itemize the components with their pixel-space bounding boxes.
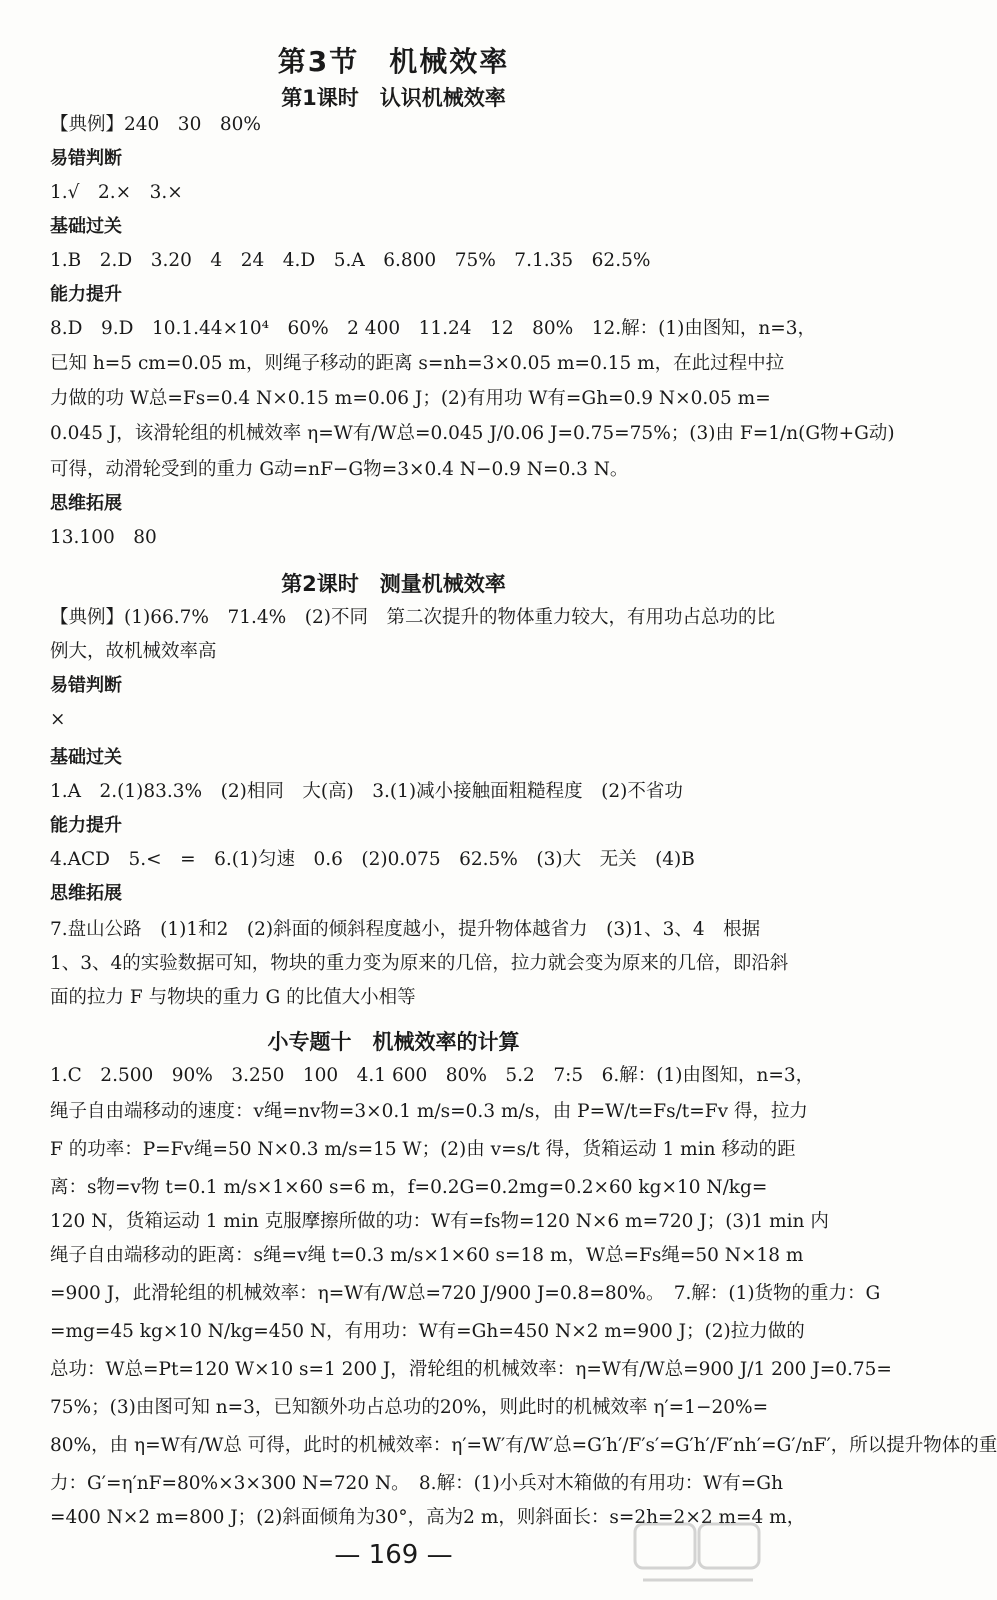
lesson1-title: 第1课时 认识机械效率	[281, 86, 506, 110]
lesson1-example: 【典例】240 30 80%	[50, 114, 261, 135]
lesson1-easy-label: 易错判断	[50, 148, 122, 169]
topic10-line: 总功：W总=Pt=120 W×10 s=1 200 J，滑轮组的机械效率：η=W有/W总=900 J/1 200 J=0.75=	[50, 1359, 892, 1380]
lesson2-ability: 4.ACD 5.< = 6.(1)匀速 0.6 (2)0.075 62.5% (3)大 无关 (4)B	[50, 849, 695, 870]
topic10-line: 120 N，货箱运动 1 min 克服摩擦所做的功：W有=fs物=120 N×6 m=720 J；(3)1 min 内	[50, 1211, 829, 1232]
lesson1-ability-label: 能力提升	[50, 284, 122, 305]
lesson2-think-label: 思维拓展	[50, 883, 122, 904]
topic10-line: =mg=45 kg×10 N/kg=450 N，有用功：W有=Gh=450 N×2 m=900 J；(2)拉力做的	[50, 1321, 805, 1342]
topic10-line: 1.C 2.500 90% 3.250 100 4.1 600 80% 5.2 7:5 6.解：(1)由图知，n=3，	[50, 1065, 815, 1086]
lesson1-think-label: 思维拓展	[50, 493, 122, 514]
lesson2-basic: 1.A 2.(1)83.3% (2)相同 大(高) 3.(1)减小接触面粗糙程度 (2)不省功	[50, 781, 683, 802]
topic10-line: F 的功率：P=Fv绳=50 N×0.3 m/s=15 W；(2)由 v=s/t 得，货箱运动 1 min 移动的距	[50, 1139, 796, 1160]
lesson2-example-line: 例大，故机械效率高	[50, 641, 217, 662]
lesson2-example-line: 【典例】(1)66.7% 71.4% (2)不同 第二次提升的物体重力较大，有用功占总功的比	[50, 607, 775, 628]
lesson2-title: 第2课时 测量机械效率	[281, 572, 506, 596]
page-number: — 169 —	[334, 1540, 453, 1570]
lesson2-think-line: 1、3、4的实验数据可知，物块的重力变为原来的几倍，拉力就会变为原来的几倍，即沿斜	[50, 953, 789, 974]
topic10-line: 80%，由 η=W有/W总 可得，此时的机械效率：η′=W′有/W′总=G′h′/F′s′=G′h′/F′nh′=G′/nF′，所以提升物体的重	[50, 1435, 997, 1456]
lesson2-think-line: 面的拉力 F 与物块的重力 G 的比值大小相等	[50, 987, 416, 1008]
lesson1-ability-line: 8.D 9.D 10.1.44×10⁴ 60% 2 400 11.24 12 80% 12.解：(1)由图知，n=3，	[50, 318, 817, 339]
lesson2-easy-label: 易错判断	[50, 675, 122, 696]
topic10-line: =400 N×2 m=800 J；(2)斜面倾角为30°，高为2 m，则斜面长：s=2h=2×2 m=4 m，	[50, 1507, 806, 1528]
topic10-line: 力：G′=η′nF=80%×3×300 N=720 N。 8.解：(1)小兵对木箱做的有用功：W有=Gh	[50, 1473, 783, 1494]
lesson1-ability-line: 0.045 J，该滑轮组的机械效率 η=W有/W总=0.045 J/0.06 J=0.75=75%；(3)由 F=1/n(G物+G动)	[50, 423, 895, 444]
topic10-line: =900 J，此滑轮组的机械效率：η=W有/W总=720 J/900 J=0.8=80%。 7.解：(1)货物的重力：G	[50, 1283, 881, 1304]
lesson1-basic: 1.B 2.D 3.20 4 24 4.D 5.A 6.800 75% 7.1.35 62.5%	[50, 250, 651, 271]
lesson1-think: 13.100 80	[50, 527, 157, 548]
topic10-line: 离：s物=v物 t=0.1 m/s×1×60 s=6 m，f=0.2G=0.2mg=0.2×60 kg×10 N/kg=	[50, 1177, 768, 1198]
lesson1-basic-label: 基础过关	[50, 216, 122, 237]
topic10-title: 小专题十 机械效率的计算	[267, 1030, 520, 1054]
topic10-line: 绳子自由端移动的距离：s绳=v绳 t=0.3 m/s×1×60 s=18 m，W总=Fs绳=50 N×18 m	[50, 1245, 804, 1266]
lesson1-ability-line: 力做的功 W总=Fs=0.4 N×0.15 m=0.06 J；(2)有用功 W有=Gh=0.9 N×0.05 m=	[50, 388, 771, 409]
lesson1-ability-line: 已知 h=5 cm=0.05 m，则绳子移动的距离 s=nh=3×0.05 m=0.15 m，在此过程中拉	[50, 353, 785, 374]
watermark-logo-icon	[633, 1520, 763, 1590]
lesson2-easy: ×	[50, 709, 66, 730]
lesson2-ability-label: 能力提升	[50, 815, 122, 836]
lesson1-ability-line: 可得，动滑轮受到的重力 G动=nF−G物=3×0.4 N−0.9 N=0.3 N。	[50, 459, 629, 480]
topic10-line: 75%；(3)由图可知 n=3，已知额外功占总功的20%，则此时的机械效率 η′=1−20%=	[50, 1397, 769, 1418]
lesson2-think-line: 7.盘山公路 (1)1和2 (2)斜面的倾斜程度越小，提升物体越省力 (3)1、3、4 根据	[50, 919, 761, 940]
topic10-line: 绳子自由端移动的速度：v绳=nv物=3×0.1 m/s=0.3 m/s，由 P=W/t=Fs/t=Fv 得，拉力	[50, 1101, 808, 1122]
lesson1-easy: 1.√ 2.× 3.×	[50, 182, 183, 203]
section-title: 第3节 机械效率	[277, 45, 510, 78]
lesson2-basic-label: 基础过关	[50, 747, 122, 768]
